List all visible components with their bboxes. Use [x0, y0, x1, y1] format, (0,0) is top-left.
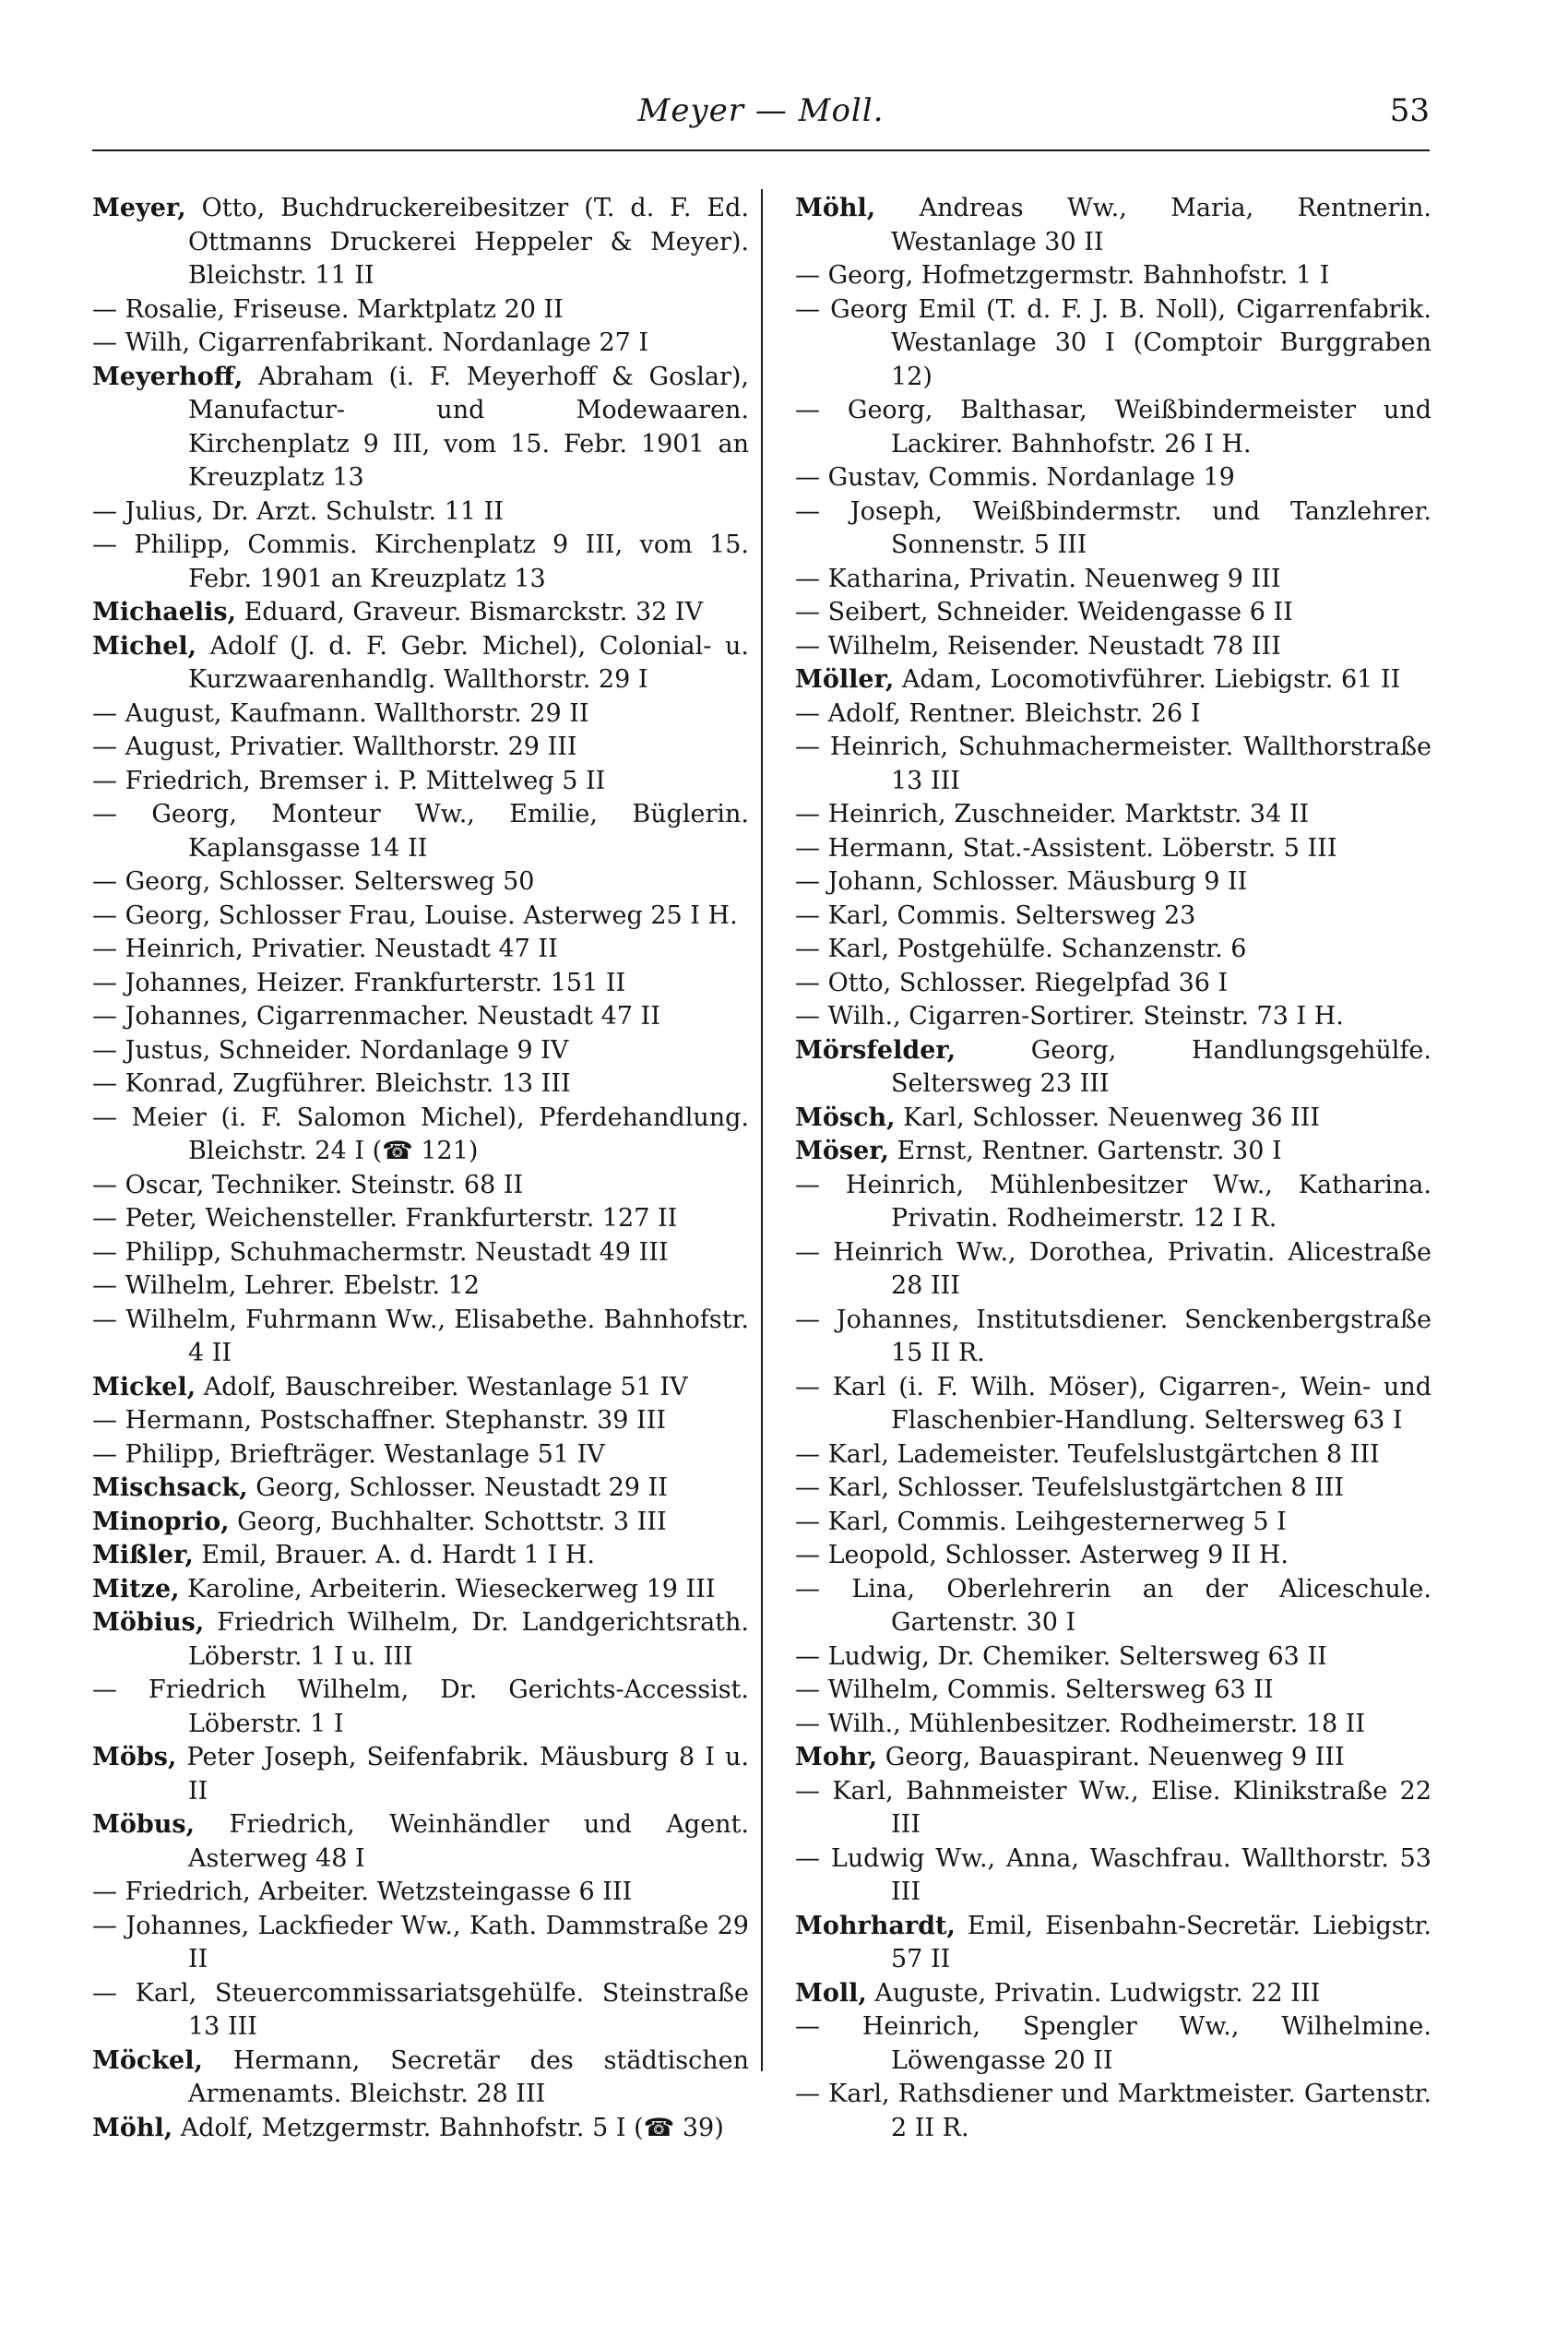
- entry-details: — Heinrich Ww., Dorothea, Privatin. Alicestraße 28 III: [795, 1237, 1431, 1300]
- directory-entry: [795, 563, 1431, 597]
- page-number: 53: [1389, 92, 1430, 129]
- entry-details: Adam, Locomotivführer. Liebigstr. 61 II: [894, 665, 1401, 694]
- entry-details: — Peter, Weichensteller. Frankfurterstr. 127 II: [92, 1204, 678, 1233]
- entry-surname: Michel,: [92, 631, 197, 661]
- directory-entry: [92, 1606, 749, 1674]
- entry-details: Karoline, Arbeiterin. Wieseckerweg 19 III: [179, 1574, 716, 1604]
- directory-entry: [795, 1135, 1431, 1169]
- entry-details: — Johannes, Lackfieder Ww., Kath. Dammstraße 29 II: [92, 1911, 749, 1973]
- entry-details: — Ludwig, Dr. Chemiker. Seltersweg 63 II: [795, 1641, 1327, 1671]
- directory-entry: [795, 1539, 1431, 1573]
- directory-entry: [795, 1438, 1431, 1472]
- directory-entry: [795, 1640, 1431, 1675]
- directory-entry: [795, 731, 1431, 798]
- entry-details: — Karl, Commis. Leihgesternerweg 5 I: [795, 1507, 1287, 1536]
- entry-details: — Friedrich, Arbeiter. Wetzsteingasse 6 III: [92, 1878, 633, 1906]
- directory-entry: [795, 394, 1431, 461]
- entry-details: — Georg Emil (T. d. F. J. B. Noll), Cigarrenfabrik. Westanlage 30 I (Comptoir Burggraben 12): [795, 294, 1431, 391]
- entry-details: — Karl, Lademeister. Teufelslustgärtchen 8 III: [795, 1439, 1380, 1469]
- entry-surname: Mörsfelder,: [795, 1035, 956, 1065]
- entry-details: — Wilh, Cigarrenfabrikant. Nordanlage 27 I: [92, 328, 649, 357]
- entry-details: Auguste, Privatin. Ludwigstr. 22 III: [866, 1978, 1321, 2008]
- directory-entry: [92, 529, 749, 596]
- directory-entry: [92, 1808, 749, 1876]
- entry-surname: Moll,: [795, 1978, 867, 2008]
- entry-details: — Karl, Rathsdiener und Marktmeister. Gartenstr. 2 II R.: [795, 2080, 1431, 2142]
- entry-details: — Konrad, Zugführer. Bleichstr. 13 III: [92, 1069, 571, 1098]
- entry-details: — Rosalie, Friseuse. Marktplatz 20 II: [92, 294, 564, 324]
- entry-details: — Otto, Schlosser. Riegelpfad 36 I: [795, 968, 1229, 997]
- entry-surname: Minoprio,: [92, 1507, 230, 1536]
- directory-entry: [92, 192, 749, 293]
- directory-entry: [92, 933, 749, 967]
- directory-entry: [795, 192, 1431, 259]
- entry-details: — Gustav, Commis. Nordanlage 19: [795, 463, 1235, 492]
- entry-surname: Mickel,: [92, 1372, 196, 1401]
- entry-details: — Meier (i. F. Salomon Michel), Pferdehandlung. Bleichstr. 24 I (☎ 121): [92, 1103, 749, 1165]
- directory-entry: [92, 798, 749, 865]
- entry-details: — Heinrich, Spengler Ww., Wilhelmine. Löwengasse 20 II: [795, 2012, 1431, 2075]
- directory-entry: [92, 630, 749, 698]
- entry-details: — Wilh., Cigarren-Sortirer. Steinstr. 73 I H.: [795, 1002, 1344, 1031]
- directory-entry: [795, 1304, 1431, 1371]
- entry-details: Adolf, Bauschreiber. Westanlage 51 IV: [196, 1372, 688, 1401]
- entry-details: Georg, Buchhalter. Schottstr. 3 III: [229, 1507, 667, 1536]
- entry-details: — Ludwig Ww., Anna, Waschfrau. Wallthorstr. 53 III: [795, 1843, 1431, 1906]
- directory-entry: [92, 1102, 749, 1169]
- entry-details: — Leopold, Schlosser. Asterweg 9 II H.: [795, 1541, 1289, 1569]
- entry-surname: Michaelis,: [92, 598, 237, 626]
- entry-details: — Friedrich, Bremser i. P. Mittelweg 5 II: [92, 766, 606, 795]
- directory-entry: [795, 1236, 1431, 1304]
- entry-details: Georg, Schlosser. Neustadt 29 II: [247, 1473, 668, 1502]
- entry-details: — Justus, Schneider. Nordanlage 9 IV: [92, 1035, 569, 1065]
- directory-entry: [92, 1573, 749, 1607]
- directory-entry: [92, 967, 749, 1001]
- directory-entry: [795, 1506, 1431, 1540]
- entry-details: — Karl, Steuercommissariatsgehülfe. Steinstraße 13 III: [92, 1978, 749, 2041]
- directory-entry: [92, 2045, 749, 2112]
- entry-details: — Hermann, Postschaffner. Stephanstr. 39 III: [92, 1406, 667, 1435]
- entry-details: Otto, Buchdruckereibesitzer (T. d. F. Ed. Ottmanns Druckerei Heppeler & Meyer). Bleichstr. 11 II: [185, 194, 749, 290]
- directory-entry: [92, 1404, 749, 1438]
- entry-surname: Mischsack,: [92, 1473, 248, 1502]
- entry-surname: Möbius,: [92, 1608, 205, 1637]
- directory-entry: [92, 1876, 749, 1910]
- directory-entry: [795, 293, 1431, 395]
- entry-details: — Heinrich, Mühlenbesitzer Ww., Katharina. Privatin. Rodheimerstr. 12 I R.: [795, 1170, 1431, 1233]
- directory-entry: [92, 1304, 749, 1371]
- entry-details: — Seibert, Schneider. Weidengasse 6 II: [795, 598, 1293, 626]
- entry-details: — Katharina, Privatin. Neuenweg 9 III: [795, 564, 1281, 593]
- left-column: [92, 192, 749, 2145]
- entry-details: Georg, Handlungsgehülfe. Seltersweg 23 III: [891, 1035, 1431, 1098]
- entry-details: Andreas Ww., Maria, Rentnerin. Westanlage 30 II: [875, 194, 1431, 256]
- directory-entry: [795, 933, 1431, 967]
- directory-entry: [92, 1910, 749, 1977]
- entry-surname: Möhl,: [795, 194, 876, 222]
- entry-details: Karl, Schlosser. Neuenweg 36 III: [895, 1103, 1321, 1132]
- entry-details: Abraham (i. F. Meyerhoff & Goslar), Manufactur- und Modewaaren. Kirchenplatz 9 III, vom 15. Febr. 1901 an Kreuzplatz 13: [188, 362, 749, 492]
- right-column: [795, 192, 1431, 2145]
- entry-details: — Wilhelm, Commis. Seltersweg 63 II: [795, 1675, 1274, 1704]
- entry-details: — Philipp, Briefträger. Westanlage 51 IV: [92, 1439, 605, 1469]
- directory-entry: [92, 865, 749, 900]
- directory-entry: [92, 1438, 749, 1472]
- running-title: Meyer — Moll.: [637, 92, 885, 129]
- directory-entry: [795, 798, 1431, 832]
- entry-surname: Möbus,: [92, 1810, 196, 1839]
- entry-details: Ernst, Rentner. Gartenstr. 30 I: [888, 1137, 1282, 1165]
- entry-details: — Lina, Oberlehrerin an der Aliceschule. Gartenstr. 30 I: [795, 1574, 1431, 1637]
- entry-details: Georg, Bauaspirant. Neuenweg 9 III: [877, 1743, 1345, 1771]
- directory-entry: [795, 832, 1431, 866]
- directory-entry: [92, 1371, 749, 1405]
- entry-details: Peter Joseph, Seifenfabrik. Mäusburg 8 I u. II: [176, 1743, 749, 1806]
- directory-entry: [795, 596, 1431, 630]
- entry-surname: Mohr,: [795, 1743, 878, 1771]
- entry-details: — Karl, Schlosser. Teufelslustgärtchen 8 III: [795, 1473, 1345, 1502]
- entry-details: — Julius, Dr. Arzt. Schulstr. 11 II: [92, 496, 504, 526]
- entry-surname: Meyerhoff,: [92, 362, 244, 391]
- entry-surname: Mißler,: [92, 1541, 194, 1569]
- directory-entry: [92, 1034, 749, 1068]
- directory-entry: [92, 731, 749, 765]
- directory-entry: [92, 1977, 749, 2045]
- entry-details: — Friedrich Wilhelm, Dr. Gerichts-Accessist. Löberstr. 1 I: [92, 1675, 749, 1738]
- directory-entry: [795, 259, 1431, 293]
- entry-details: — Johannes, Cigarrenmacher. Neustadt 47 II: [92, 1002, 660, 1031]
- directory-entry: [795, 865, 1431, 900]
- directory-entry: [795, 1034, 1431, 1102]
- entry-details: — Georg, Schlosser. Seltersweg 50: [92, 867, 535, 896]
- entry-details: — Hermann, Stat.-Assistent. Löberstr. 5 III: [795, 833, 1337, 863]
- directory-entry: [92, 900, 749, 934]
- directory-entry: [795, 495, 1431, 563]
- directory-entry: [795, 1741, 1431, 1775]
- entry-details: — Georg, Monteur Ww., Emilie, Büglerin. Kaplansgasse 14 II: [92, 800, 749, 863]
- directory-entry: [795, 1842, 1431, 1910]
- entry-details: — Oscar, Techniker. Steinstr. 68 II: [92, 1170, 524, 1199]
- directory-entry: [795, 1000, 1431, 1034]
- entry-details: — Wilhelm, Reisender. Neustadt 78 III: [795, 631, 1281, 661]
- entry-details: — Karl, Commis. Seltersweg 23: [795, 900, 1196, 930]
- entry-details: — Heinrich, Privatier. Neustadt 47 II: [92, 935, 558, 963]
- entry-details: — Philipp, Schuhmachermstr. Neustadt 49 III: [92, 1237, 669, 1267]
- entry-details: Friedrich Wilhelm, Dr. Landgerichtsrath. Löberstr. 1 I u. III: [188, 1608, 749, 1671]
- directory-entry: [92, 361, 749, 495]
- directory-entry: [92, 1539, 749, 1573]
- entry-details: — Johann, Schlosser. Mäusburg 9 II: [795, 867, 1248, 896]
- directory-entry: [92, 1674, 749, 1741]
- directory-entry: [795, 1910, 1431, 1977]
- entry-details: — Adolf, Rentner. Bleichstr. 26 I: [795, 698, 1201, 728]
- directory-entry: [92, 495, 749, 530]
- directory-entry: [92, 1472, 749, 1506]
- entry-details: Emil, Eisenbahn-Secretär. Liebigstr. 57 II: [891, 1911, 1431, 1973]
- directory-entry: [92, 1506, 749, 1540]
- entry-details: — August, Kaufmann. Wallthorstr. 29 II: [92, 698, 589, 728]
- entry-details: — Heinrich, Schuhmachermeister. Wallthorstraße 13 III: [795, 733, 1431, 795]
- entry-details: — Georg, Schlosser Frau, Louise. Asterweg 25 I H.: [92, 900, 738, 930]
- entry-details: — Heinrich, Zuschneider. Marktstr. 34 II: [795, 800, 1310, 829]
- directory-entry: [795, 1708, 1431, 1742]
- directory-entry: [795, 698, 1431, 732]
- directory-entry: [92, 293, 749, 328]
- entry-surname: Mitze,: [92, 1574, 180, 1604]
- entry-details: Emil, Brauer. A. d. Hardt 1 I H.: [193, 1541, 595, 1569]
- entry-details: Friedrich, Weinhändler und Agent. Asterweg 48 I: [188, 1810, 749, 1873]
- directory-entry: [92, 1741, 749, 1808]
- entry-surname: Mohrhardt,: [795, 1911, 956, 1940]
- directory-entry: [92, 1236, 749, 1270]
- directory-entry: [795, 1169, 1431, 1236]
- directory-entry: [795, 1472, 1431, 1506]
- entry-details: Hermann, Secretär des städtischen Armenamts. Bleichstr. 28 III: [188, 2045, 749, 2108]
- directory-entry: [795, 1977, 1431, 2011]
- entry-details: — Wilhelm, Lehrer. Ebelstr. 12: [92, 1271, 480, 1300]
- entry-details: — Georg, Balthasar, Weißbindermeister und Lackirer. Bahnhofstr. 26 I H.: [795, 396, 1431, 459]
- entry-details: Eduard, Graveur. Bismarckstr. 32 IV: [236, 598, 704, 626]
- entry-surname: Möhl,: [92, 2113, 173, 2142]
- entry-details: — Karl (i. F. Wilh. Möser), Cigarren-, Wein- und Flaschenbier-Handlung. Seltersweg 63 I: [795, 1372, 1431, 1435]
- directory-entry: [795, 1371, 1431, 1438]
- entry-surname: Mösch,: [795, 1103, 896, 1132]
- page-header: [92, 92, 1430, 138]
- directory-entry: [92, 1202, 749, 1236]
- entry-surname: Möckel,: [92, 2045, 203, 2075]
- entry-surname: Möser,: [795, 1137, 889, 1165]
- entry-details: Adolf, Metzgermstr. Bahnhofstr. 5 I (☎ 39): [172, 2113, 724, 2142]
- directory-entry: [795, 900, 1431, 934]
- entry-details: — Wilhelm, Fuhrmann Ww., Elisabethe. Bahnhofstr. 4 II: [92, 1305, 749, 1367]
- directory-entry: [92, 596, 749, 630]
- directory-entry: [92, 1270, 749, 1304]
- entry-details: — Wilh., Mühlenbesitzer. Rodheimerstr. 18 II: [795, 1709, 1366, 1738]
- entry-details: — Karl, Bahnmeister Ww., Elise. Klinikstraße 22 III: [795, 1776, 1431, 1839]
- column-divider: [761, 189, 763, 2071]
- entry-surname: Möller,: [795, 665, 895, 694]
- directory-entry: [795, 2010, 1431, 2078]
- directory-entry: [92, 1169, 749, 1203]
- directory-entry: [795, 1674, 1431, 1708]
- directory-entry: [795, 1775, 1431, 1842]
- directory-entry: [92, 698, 749, 732]
- header-rule: [92, 149, 1430, 151]
- entry-details: — Johannes, Institutsdiener. Senckenbergstraße 15 II R.: [795, 1305, 1431, 1367]
- directory-entry: [92, 765, 749, 799]
- directory-entry: [92, 1067, 749, 1102]
- directory-entry: [92, 2112, 749, 2146]
- entry-surname: Meyer,: [92, 194, 186, 222]
- directory-entry: [795, 1102, 1431, 1136]
- entry-surname: Möbs,: [92, 1743, 177, 1771]
- entry-details: Adolf (J. d. F. Gebr. Michel), Colonial- u. Kurzwaarenhandlg. Wallthorstr. 29 I: [188, 631, 749, 694]
- entry-details: — Georg, Hofmetzgermstr. Bahnhofstr. 1 I: [795, 261, 1330, 290]
- entry-details: — Philipp, Commis. Kirchenplatz 9 III, vom 15. Febr. 1901 an Kreuzplatz 13: [92, 531, 749, 593]
- directory-entry: [795, 663, 1431, 698]
- entry-details: — Joseph, Weißbindermstr. und Tanzlehrer. Sonnenstr. 5 III: [795, 496, 1431, 559]
- entry-details: — Karl, Postgehülfe. Schanzenstr. 6: [795, 935, 1247, 963]
- directory-entry: [795, 630, 1431, 664]
- directory-entry: [795, 967, 1431, 1001]
- directory-entry: [795, 461, 1431, 495]
- entry-details: — Johannes, Heizer. Frankfurterstr. 151 II: [92, 968, 626, 997]
- entry-details: — August, Privatier. Wallthorstr. 29 III: [92, 733, 577, 761]
- directory-entry: [92, 327, 749, 361]
- directory-entry: [795, 1573, 1431, 1640]
- directory-entry: [795, 2078, 1431, 2145]
- directory-entry: [92, 1000, 749, 1034]
